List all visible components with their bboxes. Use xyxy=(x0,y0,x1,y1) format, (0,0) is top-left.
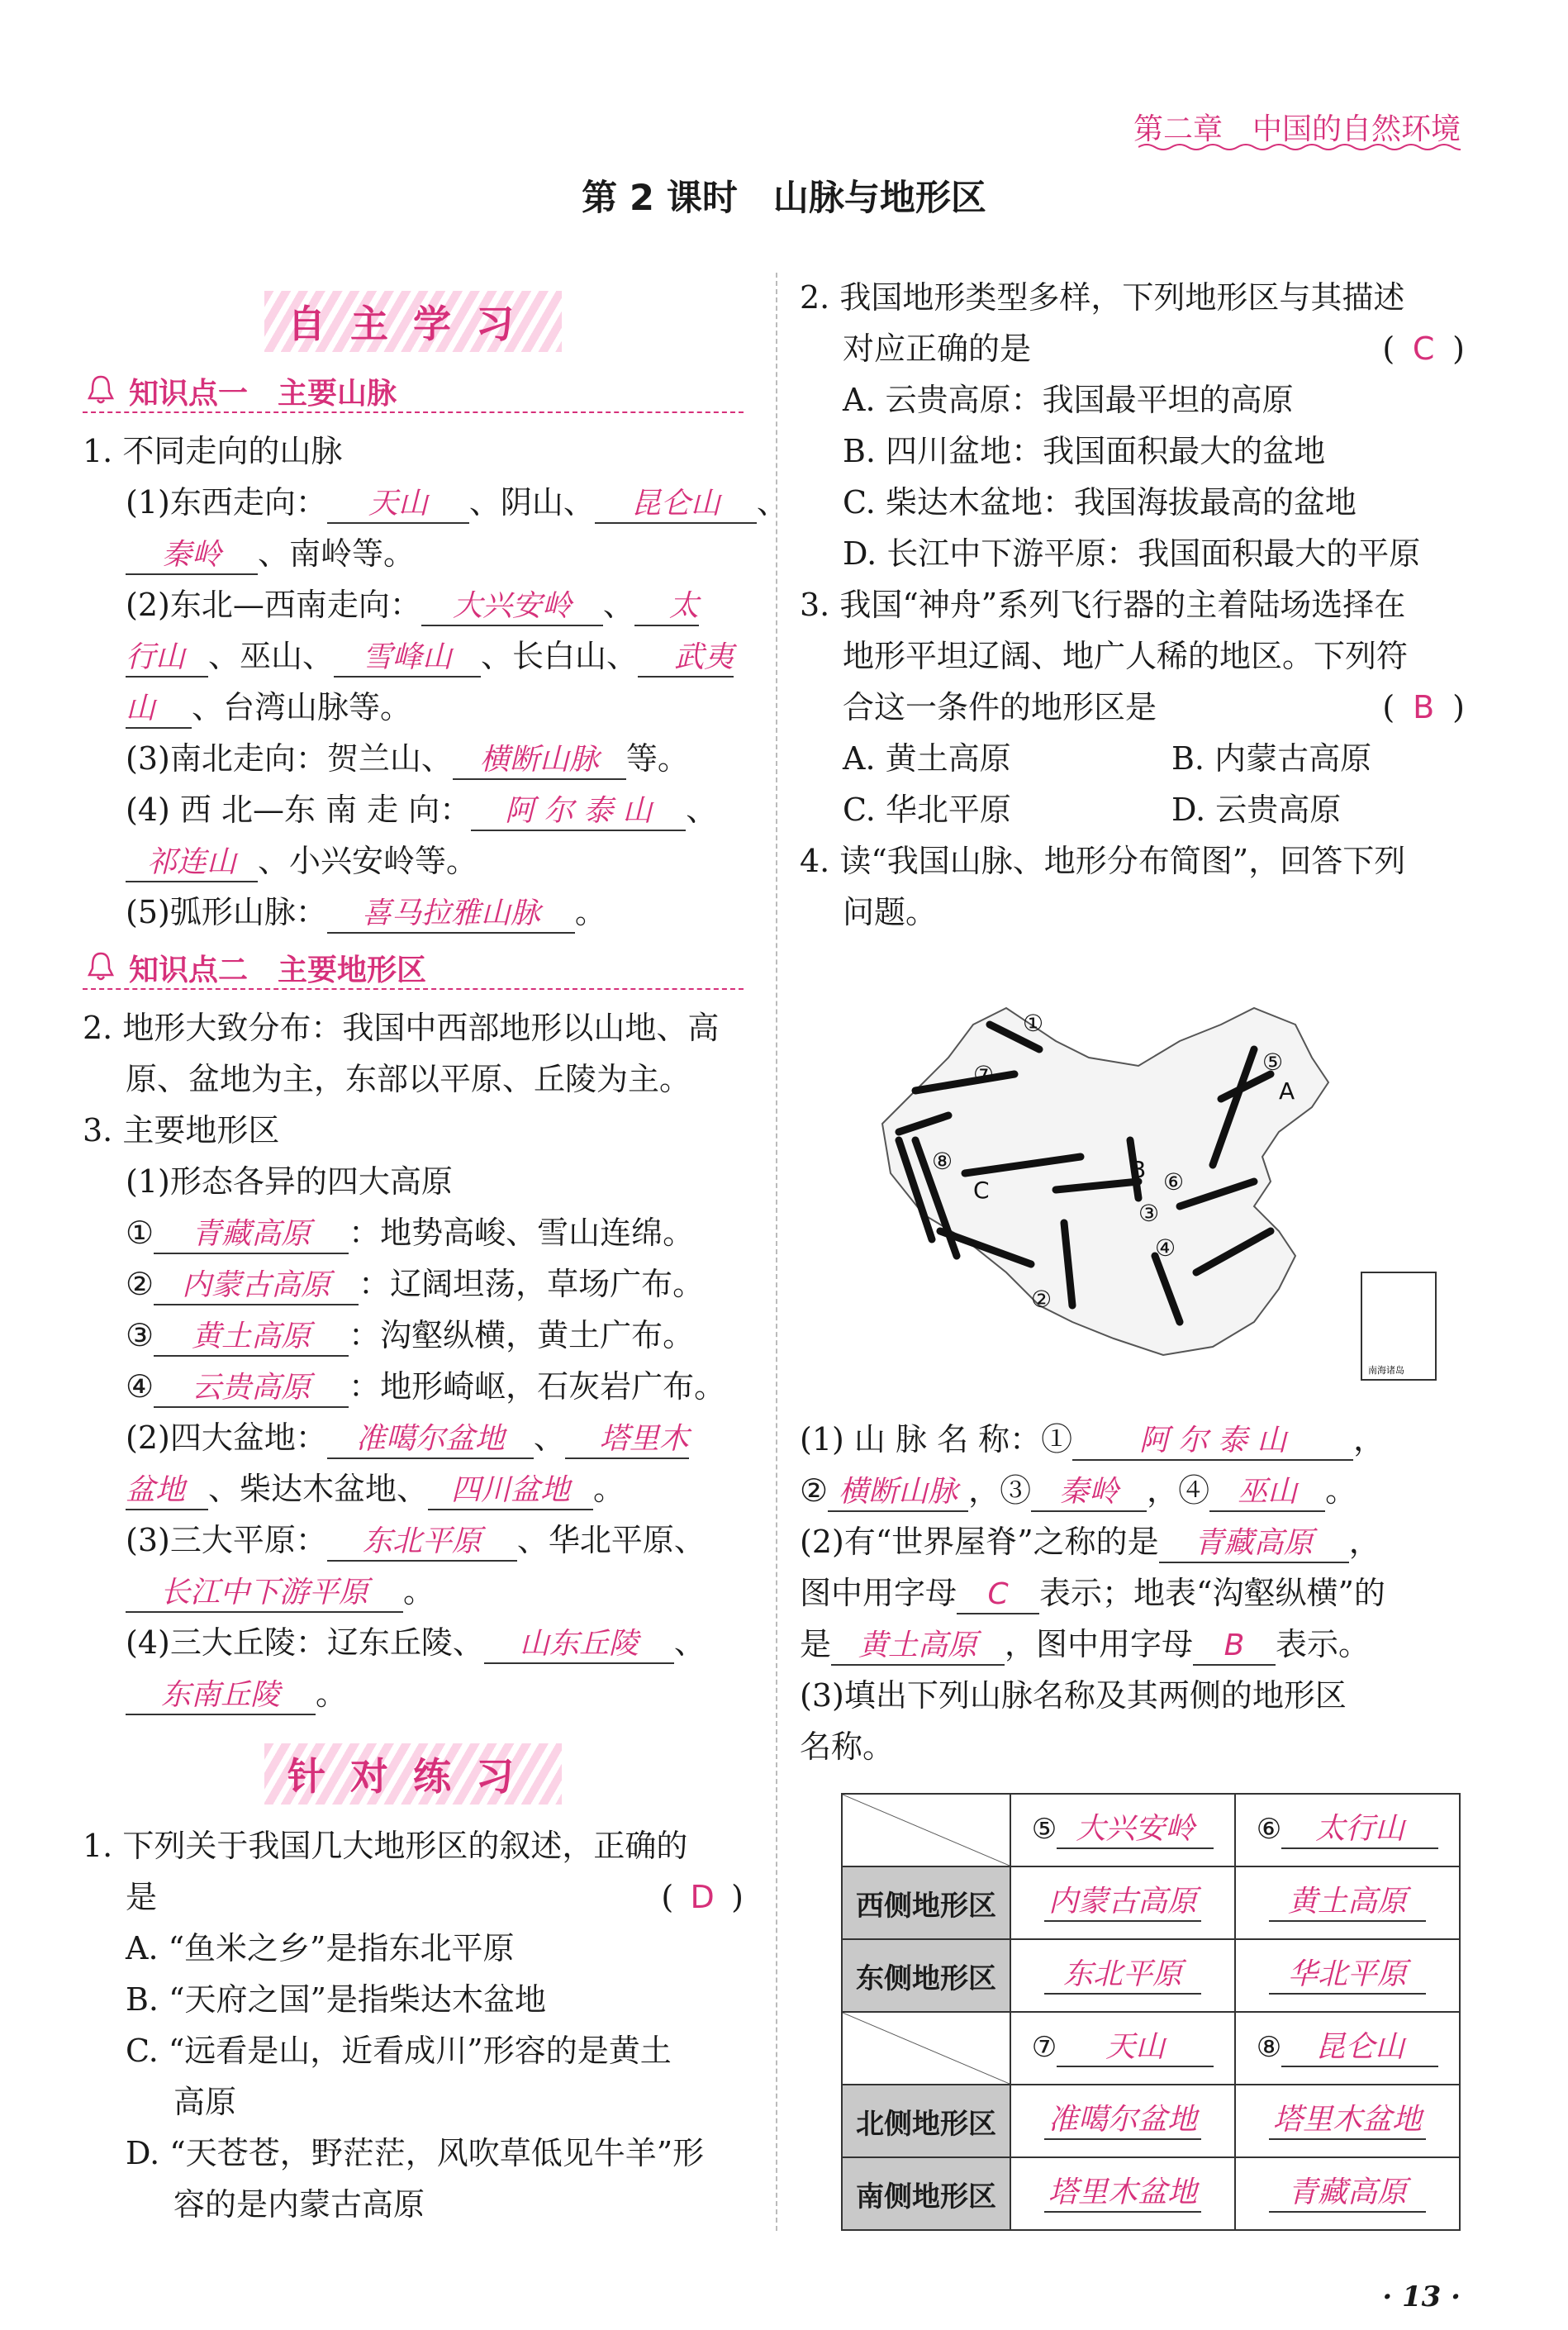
answer-blank[interactable]: 山 xyxy=(126,691,192,729)
answer-blank[interactable]: 祁连山 xyxy=(126,844,258,882)
row-header: 西侧地形区 xyxy=(842,1866,1010,1939)
svg-text:③: ③ xyxy=(1138,1200,1160,1227)
answer-blank[interactable]: 东北平原 xyxy=(1044,1957,1201,1995)
answer-blank[interactable]: 青藏高原 xyxy=(1159,1525,1349,1563)
answer-blank[interactable]: 准噶尔盆地 xyxy=(327,1421,534,1459)
answer-blank[interactable]: 雪峰山 xyxy=(334,640,481,678)
svg-text:⑤: ⑤ xyxy=(1262,1048,1284,1076)
page-number: · 13 · xyxy=(1382,2280,1461,2313)
answer-blank[interactable]: 长江中下游平原 xyxy=(126,1575,403,1613)
answer-blank[interactable]: 内蒙古高原 xyxy=(154,1267,359,1305)
diagonal-cell xyxy=(842,1794,1010,1866)
answer-blank[interactable]: 大兴安岭 xyxy=(421,588,603,626)
answer-blank[interactable]: 东南丘陵 xyxy=(126,1677,316,1715)
bell-icon xyxy=(86,950,116,983)
answer-blank[interactable]: 喜马拉雅山脉 xyxy=(327,896,575,934)
answer-blank[interactable]: 昆仑山 xyxy=(595,486,757,524)
answer-blank[interactable]: 阿 尔 泰 山 xyxy=(471,793,686,831)
china-mountain-map xyxy=(866,991,1444,1388)
answer-blank[interactable]: 青藏高原 xyxy=(1269,2175,1426,2213)
answer-blank[interactable]: C xyxy=(957,1576,1039,1614)
svg-text:B: B xyxy=(1130,1156,1147,1183)
answer-blank[interactable]: 武夷 xyxy=(638,640,734,678)
answer-choice[interactable]: B xyxy=(1413,689,1435,725)
answer-blank[interactable]: 四川盆地 xyxy=(428,1472,593,1510)
answer-blank[interactable]: 秦岭 xyxy=(1031,1474,1147,1512)
answer-blank[interactable]: 巫山 xyxy=(1209,1474,1325,1512)
answer-blank[interactable]: 横断山脉 xyxy=(828,1474,968,1512)
answer-blank[interactable]: 昆仑山 xyxy=(1281,2029,1438,2067)
section-self-study: 自主学习 xyxy=(83,291,744,352)
answer-blank[interactable]: 青藏高原 xyxy=(154,1216,349,1254)
svg-text:②: ② xyxy=(1031,1286,1052,1313)
answer-blank[interactable]: 天山 xyxy=(327,486,469,524)
svg-text:①: ① xyxy=(1023,1010,1044,1037)
answer-blank[interactable]: 内蒙古高原 xyxy=(1044,1884,1201,1922)
answer-blank[interactable]: 横断山脉 xyxy=(453,742,626,780)
svg-text:⑥: ⑥ xyxy=(1163,1168,1185,1196)
diagonal-cell xyxy=(842,2012,1010,2085)
answer-choice[interactable]: C xyxy=(1412,330,1435,367)
inset-label: 南海诸岛 xyxy=(1368,1365,1404,1376)
svg-text:④: ④ xyxy=(1155,1234,1176,1262)
svg-text:A: A xyxy=(1279,1077,1295,1105)
knowledge-point-1: 知识点一 主要山脉 xyxy=(83,370,744,413)
row-header: 南侧地形区 xyxy=(842,2157,1010,2230)
column-divider xyxy=(776,273,777,2231)
answer-blank[interactable]: 黄土高原 xyxy=(831,1628,1005,1666)
answer-blank[interactable]: 大兴安岭 xyxy=(1057,1811,1214,1849)
answer-blank[interactable]: 华北平原 xyxy=(1269,1957,1426,1995)
header-wave xyxy=(1138,142,1461,152)
svg-text:⑧: ⑧ xyxy=(932,1148,953,1175)
answer-blank[interactable]: 阿 尔 泰 山 xyxy=(1072,1423,1353,1461)
answer-blank[interactable]: 太 xyxy=(634,588,699,626)
answer-blank[interactable]: 行山 xyxy=(126,640,208,678)
knowledge-point-2: 知识点二 主要地形区 xyxy=(83,947,744,990)
svg-text:C: C xyxy=(973,1177,990,1204)
answer-blank[interactable]: 黄土高原 xyxy=(154,1319,349,1357)
answer-blank[interactable]: 山东丘陵 xyxy=(484,1626,674,1664)
row-header: 东侧地形区 xyxy=(842,1939,1010,2012)
answer-blank[interactable]: 塔里木盆地 xyxy=(1044,2175,1201,2213)
answer-blank[interactable]: 塔里木盆地 xyxy=(1269,2102,1426,2140)
answer-blank[interactable]: 准噶尔盆地 xyxy=(1044,2102,1201,2140)
chapter-header: 第二章 中国的自然环境 xyxy=(1133,112,1461,146)
answer-blank[interactable]: 太行山 xyxy=(1281,1811,1438,1849)
answer-blank[interactable]: 云贵高原 xyxy=(154,1370,349,1408)
bell-icon xyxy=(86,373,116,407)
lesson-title: 第 2 课时 山脉与地形区 xyxy=(582,178,986,219)
row-header: 北侧地形区 xyxy=(842,2085,1010,2157)
answer-choice[interactable]: D xyxy=(690,1879,715,1915)
answer-blank[interactable]: 东北平原 xyxy=(327,1524,517,1562)
answer-blank[interactable]: 黄土高原 xyxy=(1269,1884,1426,1922)
section-practice: 针对练习 xyxy=(83,1743,744,1805)
mountain-terrain-table: ⑤ 大兴安岭 ⑥ 太行山 西侧地形区 内蒙古高原 黄土高原 东侧地形区 东北平原 华北平原 ⑦ 天山 ⑧ 昆仑山 北侧地形区 准噶尔盆地 塔里木盆地 南侧地形区 塔里木盆地 青藏高原 xyxy=(841,1793,1461,2231)
answer-blank[interactable]: 秦岭 xyxy=(126,537,258,575)
answer-blank[interactable]: 盆地 xyxy=(126,1472,208,1510)
answer-blank[interactable]: B xyxy=(1193,1628,1276,1666)
svg-text:⑦: ⑦ xyxy=(973,1061,995,1088)
answer-blank[interactable]: 天山 xyxy=(1057,2029,1214,2067)
answer-blank[interactable]: 塔里木 xyxy=(565,1421,689,1459)
